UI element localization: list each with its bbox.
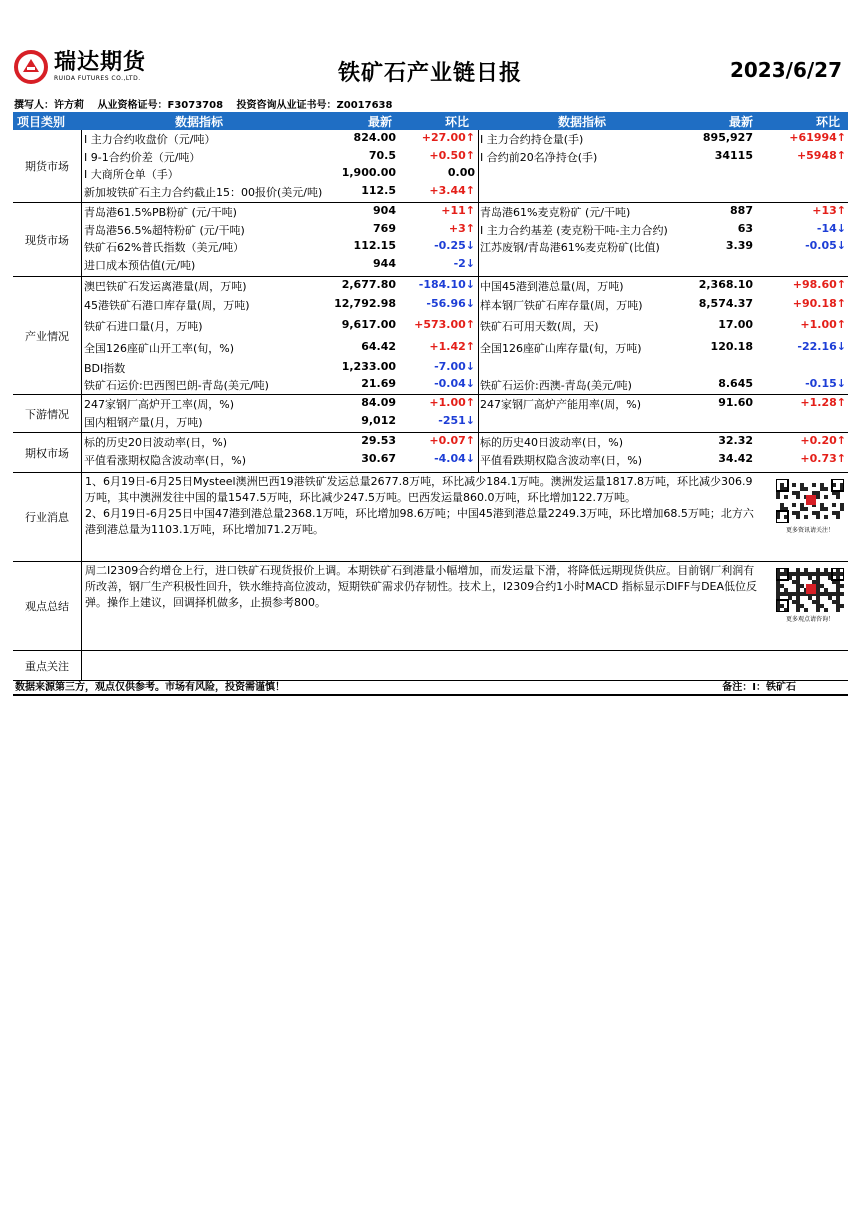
section-body — [82, 130, 848, 202]
license-number: 从业资格证号：F3073708 — [97, 100, 224, 111]
logo-english-name: RUIDA FUTURES CO.,LTD. — [54, 75, 141, 82]
latest-value: 64.42 — [361, 340, 396, 353]
section-industry — [13, 277, 848, 395]
indicator-name: 平值看跌期权隐含波动率(日，%) — [480, 453, 643, 467]
section-news — [13, 473, 848, 562]
latest-value: 70.5 — [368, 148, 396, 162]
table-row — [82, 238, 848, 255]
indicator-name: I 主力合约基差 (麦克粉干吨-主力合约) — [480, 223, 668, 237]
footer-note: 备注：I：铁矿石 — [722, 682, 796, 693]
indicator-name: 全国126座矿山库存量(旬，万吨) — [480, 342, 642, 355]
latest-value: 887 — [730, 204, 753, 217]
indicator-name: 铁矿石进口量(月，万吨) — [84, 320, 203, 333]
change-value: -14↓ — [816, 221, 846, 235]
change-value: +61994↑ — [789, 131, 846, 144]
change-value: +11↑ — [441, 204, 475, 217]
news-text: 1、6月19日-6月25日Mysteel澳洲巴西19港铁矿发运总量2677.8万吨，环比减少184.1万吨。澳洲发运量1817.8万吨，环比减少306.9万吨，其中澳洲发往中国的量1547.5万吨，环比减少247.5万吨。巴西发运量860.0万吨，环比增加122.7万吨。 2、6月19日-6月25日中国47港到港总量2368.1万吨，环比增加98.6万吨；中国45港到港总量2249.3万吨，环比增加68.5万吨；北方六港到港总量为1103.1万吨，环比增加71.2万吨。 — [85, 475, 754, 536]
change-value: +0.20↑ — [800, 434, 846, 447]
change-value: +3.44↑ — [429, 183, 475, 197]
latest-value: 112.5 — [361, 183, 396, 197]
section-label: 行业消息 — [13, 473, 82, 561]
table-row — [82, 376, 848, 393]
table-row — [82, 339, 848, 356]
change-value: +13↑ — [812, 204, 846, 217]
latest-value: 2,368.10 — [698, 278, 753, 291]
qr-code — [776, 479, 844, 534]
section-label: 期货市场 — [13, 130, 82, 202]
qr-code-icon — [776, 568, 844, 612]
table-row — [82, 433, 848, 450]
latest-value: 120.18 — [710, 340, 753, 353]
change-value: -2↓ — [453, 256, 475, 270]
indicator-name: I 主力合约收盘价（元/吨） — [84, 133, 216, 146]
qr-caption: 更多观点请咨询！ — [785, 616, 834, 623]
latest-value: 944 — [373, 256, 396, 270]
table-header — [13, 112, 848, 130]
change-value: +1.00↑ — [429, 396, 475, 409]
indicator-name: 青岛港61%麦克粉矿 (元/干吨) — [480, 206, 631, 219]
latest-value: 895,927 — [702, 131, 753, 144]
indicator-name: 平值看涨期权隐含波动率(日，%) — [84, 453, 247, 467]
header-indicator-right: 数据指标 — [558, 115, 607, 129]
latest-value: 17.00 — [718, 318, 753, 331]
change-value: -184.10↓ — [418, 278, 475, 291]
change-value: +1.00↑ — [800, 318, 846, 331]
table-row — [82, 221, 848, 238]
indicator-name: I 合约前20名净持仓(手) — [480, 150, 598, 164]
header-latest-left: 最新 — [368, 115, 393, 129]
change-value: -0.04↓ — [434, 377, 475, 390]
change-value: +98.60↑ — [792, 278, 846, 291]
consult-license-number: 投资咨询从业证书号：Z0017638 — [236, 100, 393, 111]
table-row — [82, 183, 848, 200]
qr-code-icon — [776, 479, 844, 523]
latest-value: 84.09 — [361, 396, 396, 409]
section-downstream — [13, 395, 848, 433]
latest-value: 824.00 — [353, 131, 396, 144]
indicator-name: 247家钢厂高炉产能用率(周，%) — [480, 398, 642, 411]
indicator-name: I 主力合约持仓量(手) — [480, 133, 584, 146]
section-body — [82, 562, 848, 650]
data-table — [13, 112, 848, 681]
indicator-name: I 9-1合约价差（元/吨） — [84, 150, 201, 164]
latest-value: 8,574.37 — [698, 297, 753, 310]
table-row — [82, 413, 848, 430]
latest-value: 9,617.00 — [341, 318, 396, 331]
latest-value: 34115 — [714, 148, 753, 162]
author-line — [14, 96, 402, 111]
indicator-name: 澳巴铁矿石发运离港量(周，万吨) — [84, 280, 247, 293]
section-label: 观点总结 — [13, 562, 82, 650]
change-value: +573.00↑ — [414, 318, 475, 331]
section-futures — [13, 130, 848, 203]
report-title: 铁矿石产业链日报 — [337, 61, 522, 86]
latest-value: 9,012 — [361, 413, 396, 427]
section-label: 重点关注 — [13, 651, 82, 680]
latest-value: 30.67 — [361, 451, 396, 465]
change-value: -251↓ — [438, 413, 475, 427]
change-value: -4.04↓ — [434, 451, 475, 465]
table-row — [82, 277, 848, 294]
change-value: +1.42↑ — [429, 340, 475, 353]
change-value: -56.96↓ — [426, 297, 475, 310]
table-row — [82, 451, 848, 468]
indicator-name: I 大商所仓单（手） — [84, 168, 179, 181]
indicator-name: 247家钢厂高炉开工率(周，%) — [84, 398, 235, 411]
latest-value: 29.53 — [361, 434, 396, 447]
latest-value: 8.645 — [718, 377, 753, 390]
section-label: 现货市场 — [13, 203, 82, 276]
header-change-right: 环比 — [816, 115, 841, 129]
change-value: +0.50↑ — [429, 148, 475, 162]
indicator-name: 青岛港61.5%PB粉矿 (元/干吨) — [84, 206, 237, 219]
section-view — [13, 562, 848, 651]
latest-value: 1,900.00 — [341, 166, 396, 179]
table-row — [82, 317, 848, 334]
change-value: -0.05↓ — [805, 239, 846, 252]
section-body — [82, 203, 848, 276]
indicator-name: 江苏废钢/青岛港61%麦克粉矿(比值) — [480, 241, 660, 254]
section-label: 产业情况 — [13, 277, 82, 394]
section-label: 期权市场 — [13, 433, 82, 472]
latest-value: 904 — [373, 204, 396, 217]
section-body — [82, 395, 848, 432]
indicator-name: 样本钢厂铁矿石库存量(周，万吨) — [480, 299, 643, 312]
latest-value: 34.42 — [718, 451, 753, 465]
latest-value: 63 — [737, 221, 753, 235]
indicator-name: 中国45港到港总量(周，万吨) — [480, 280, 624, 293]
section-label: 下游情况 — [13, 395, 82, 432]
indicator-name: 标的历史40日波动率(日，%) — [480, 436, 624, 449]
latest-value: 12,792.98 — [334, 297, 396, 310]
change-value: +0.07↑ — [429, 434, 475, 447]
header-change-left: 环比 — [445, 115, 470, 129]
footer — [13, 676, 848, 696]
disclaimer: 数据来源第三方，观点仅供参考。市场有风险，投资需谨慎！ — [15, 682, 285, 693]
report-date: 2023/6/27 — [729, 58, 842, 82]
indicator-name: 铁矿石62%普氏指数（美元/吨） — [84, 241, 245, 254]
indicator-name: 青岛港56.5%超特粉矿 (元/干吨) — [84, 223, 245, 237]
change-value: +90.18↑ — [792, 297, 846, 310]
change-value: -7.00↓ — [434, 360, 475, 373]
view-text: 周二I2309合约增仓上行，进口铁矿石现货报价上调。本期铁矿石到港量小幅增加，而发运量下滑，将降低远期现货供应。目前钢厂利润有所改善，钢厂生产积极性回升，铁水维持高位波动，短期铁矿需求仍存韧性。技术上，I2309合约1小时MACD 指标显示DIFF与DEA低位反弹。操作上建议，回调择机做多，止损参考800。 — [85, 564, 758, 609]
indicator-name: 标的历史20日波动率(日，%) — [84, 436, 228, 449]
indicator-name: 铁矿石运价:西澳-青岛(美元/吨) — [480, 379, 632, 392]
latest-value: 769 — [373, 221, 396, 235]
change-value: +3↑ — [448, 221, 475, 235]
latest-value: 3.39 — [725, 239, 753, 252]
change-value: -22.16↓ — [797, 340, 846, 353]
table-row — [82, 165, 848, 182]
header-latest-right: 最新 — [729, 115, 754, 129]
change-value: +1.28↑ — [800, 396, 846, 409]
indicator-name: 铁矿石可用天数(周，天) — [480, 320, 599, 333]
logo-chinese-name: 瑞达期货 — [54, 50, 147, 75]
table-row — [82, 395, 848, 412]
indicator-name: 铁矿石运价:巴西图巴朗-青岛(美元/吨) — [84, 379, 269, 392]
qr-code — [776, 568, 844, 623]
change-value: +0.73↑ — [800, 451, 846, 465]
change-value: -0.25↓ — [434, 239, 475, 252]
indicator-name: 进口成本预估值(元/吨) — [84, 258, 196, 272]
change-value: 0.00 — [447, 166, 475, 179]
section-options — [13, 433, 848, 473]
author-name: 撰写人：许方莉 — [14, 100, 84, 111]
latest-value: 32.32 — [718, 434, 753, 447]
change-value: -0.15↓ — [805, 377, 846, 390]
qr-caption: 更多资讯请关注！ — [785, 527, 834, 534]
indicator-name: 新加坡铁矿石主力合约截止15：00报价(美元/吨) — [84, 185, 323, 199]
indicator-name: 国内粗钢产量(月，万吨) — [84, 415, 203, 429]
latest-value: 2,677.80 — [341, 278, 396, 291]
header-indicator-left: 数据指标 — [175, 115, 224, 129]
table-row — [82, 203, 848, 220]
change-value: +5948↑ — [796, 148, 846, 162]
indicator-name: 全国126座矿山开工率(旬，%) — [84, 342, 235, 355]
section-body — [82, 473, 848, 561]
latest-value: 21.69 — [361, 377, 396, 390]
table-row — [82, 130, 848, 147]
section-body — [82, 277, 848, 394]
table-row — [82, 359, 848, 376]
table-row — [82, 256, 848, 273]
latest-value: 91.60 — [718, 396, 753, 409]
indicator-name: 45港铁矿石港口库存量(周，万吨) — [84, 299, 250, 312]
section-spot — [13, 203, 848, 277]
indicator-name: BDI指数 — [84, 362, 126, 375]
table-row — [82, 148, 848, 165]
header-category: 项目类别 — [17, 115, 66, 129]
table-row — [82, 296, 848, 313]
latest-value: 1,233.00 — [341, 360, 396, 373]
change-value: +27.00↑ — [421, 131, 475, 144]
section-body — [82, 433, 848, 472]
latest-value: 112.15 — [353, 239, 396, 252]
